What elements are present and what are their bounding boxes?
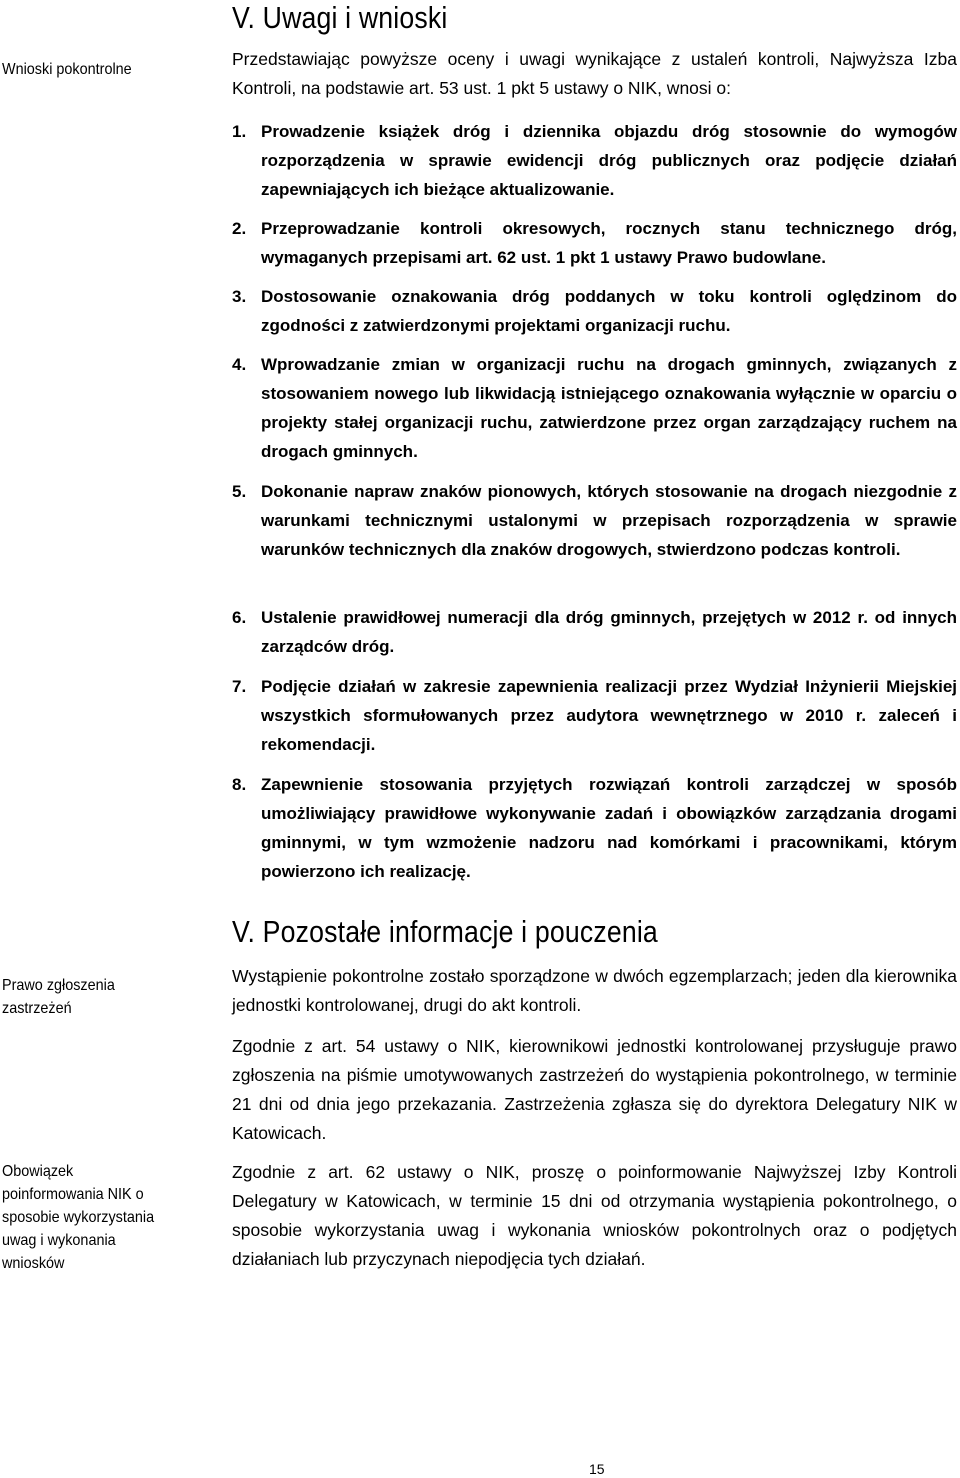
section-heading-other-info: V. Pozostałe informacje i pouczenia	[232, 914, 658, 949]
recommendation-text: Prowadzenie książek dróg i dziennika objazdu dróg stosownie do wymogów rozporządzenia w sprawie ewidencji dróg publicznych oraz podjęcie działań zapewniających ich bieżące aktualizowanie.	[261, 122, 957, 199]
intro-paragraph: Przedstawiając powyższe oceny i uwagi wynikające z ustaleń kontroli, Najwyższa Izba Kontroli, na podstawie art. 53 ust. 1 pkt 5 ustawy o NIK, wnosi o:	[232, 49, 957, 98]
info-paragraph: Wystąpienie pokontrolne zostało sporządzone w dwóch egzemplarzach; jeden dla kierownika jednostki kontrolowanej, drugi do akt kontroli.	[232, 966, 957, 1015]
page-number: 15	[589, 1461, 605, 1477]
recommendation-number: 1.	[232, 122, 247, 141]
sidebar-label-duty-to-inform: Obowiązek poinformowania NIK o sposobie wykorzystania uwag i wykonania wniosków	[2, 1163, 155, 1272]
recommendation-text: Przeprowadzanie kontroli okresowych, rocznych stanu technicznego dróg, wymaganych przepisami art. 62 ust. 1 pkt 1 ustawy Prawo budowlane.	[261, 219, 957, 267]
recommendation-number: 4.	[232, 355, 247, 374]
recommendation-item	[232, 282, 957, 340]
recommendation-item	[232, 117, 957, 204]
recommendation-number: 7.	[232, 677, 247, 696]
recommendation-text: Ustalenie prawidłowej numeracji dla dróg gminnych, przejętych w 2012 r. od innych zarządców dróg.	[261, 608, 957, 656]
recommendation-number: 5.	[232, 482, 247, 501]
recommendation-item	[232, 350, 957, 466]
sidebar-label-conclusions: Wnioski pokontrolne	[2, 61, 132, 78]
info-paragraph: Zgodnie z art. 54 ustawy o NIK, kierownikowi jednostki kontrolowanej przysługuje prawo zgłoszenia na piśmie umotywowanych zastrzeżeń do wystąpienia pokontrolnego, w terminie 21 dni od dnia jego przekazania. Zastrzeżenia zgłasza się do dyrektora Delegatury NIK w Katowicach.	[232, 1036, 957, 1143]
recommendation-item	[232, 477, 957, 564]
section-heading-conclusions: V. Uwagi i wnioski	[232, 0, 448, 35]
recommendation-item	[232, 770, 957, 886]
recommendation-number: 8.	[232, 775, 247, 794]
recommendation-number: 2.	[232, 219, 247, 238]
recommendation-item	[232, 603, 957, 661]
recommendation-number: 3.	[232, 287, 247, 306]
recommendation-text: Wprowadzanie zmian w organizacji ruchu na drogach gminnych, związanych z stosowaniem nowego lub likwidacją istniejącego oznakowania wyłącznie w oparciu o projekty stałej organizacji ruchu, zatwierdzone przez organ zarządzający ruchem na drogach gminnych.	[261, 355, 957, 461]
recommendation-item	[232, 672, 957, 759]
recommendation-text: Dokonanie napraw znaków pionowych, których stosowanie na drogach niezgodnie z warunkami technicznymi ustalonymi w przepisach rozporządzenia w sprawie warunków technicznych dla znaków drogowych, stwierdzono podczas kontroli.	[261, 482, 957, 559]
info-paragraph: Zgodnie z art. 62 ustawy o NIK, proszę o poinformowanie Najwyższej Izby Kontroli Delegatury w Katowicach, w terminie 15 dni od otrzymania wystąpienia pokontrolnego, o sposobie wykorzystania uwag i wykonania wniosków pokontrolnych oraz o podjętych działaniach lub przyczynach niepodjęcia tych działań.	[232, 1162, 957, 1269]
recommendation-text: Dostosowanie oznakowania dróg poddanych w toku kontroli oględzinom do zgodności z zatwierdzonymi projektami organizacji ruchu.	[261, 287, 957, 335]
recommendation-text: Podjęcie działań w zakresie zapewnienia realizacji przez Wydział Inżynierii Miejskiej wszystkich sformułowanych przez audytora wewnętrznego w 2010 r. zaleceń i rekomendacji.	[261, 677, 957, 754]
recommendation-text: Zapewnienie stosowania przyjętych rozwiązań kontroli zarządczej w sposób umożliwiający prawidłowe wykonywanie zadań i obowiązków zarządzania drogami gminnymi, w tym wzmożenie nadzoru nad komórkami i pracownikami, którym powierzono ich realizację.	[261, 775, 957, 881]
recommendation-number: 6.	[232, 608, 247, 627]
sidebar-label-objections-right: Prawo zgłoszenia zastrzeżeń	[2, 977, 115, 1017]
recommendation-item	[232, 214, 957, 272]
